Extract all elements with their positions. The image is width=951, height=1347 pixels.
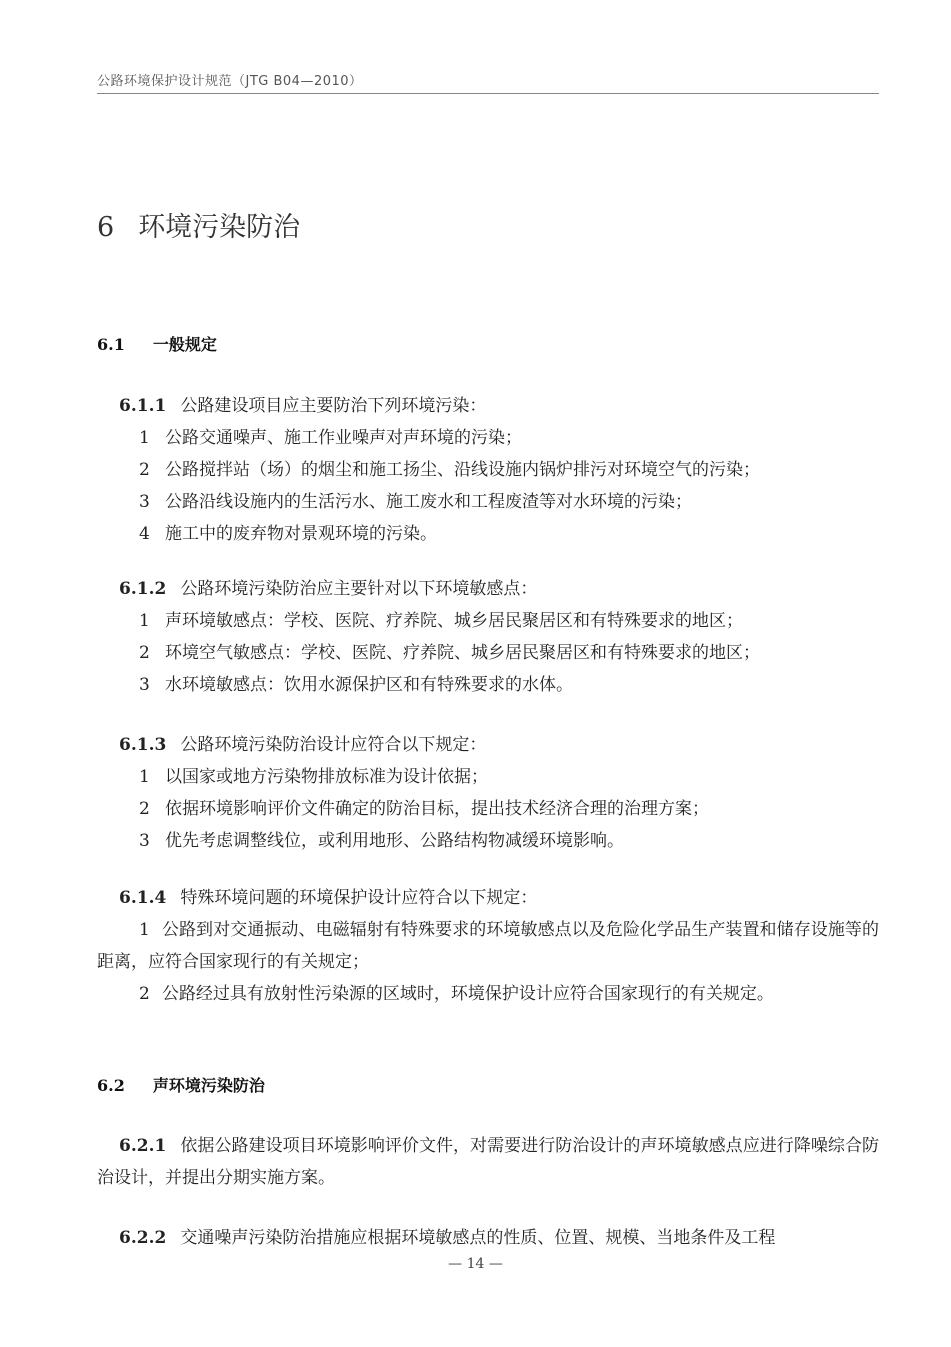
clause-text: 公路建设项目应主要防治下列环境污染： [180,396,487,416]
chapter-number: 6 [97,212,115,243]
list-item: 3 水环境敏感点：饮用水源保护区和有特殊要求的水体。 [139,675,573,695]
clause-lead [97,390,879,422]
clause-6-1-4 [97,882,879,1010]
list-item: 3 优先考虑调整线位，或利用地形、公路结构物减缓环境影响。 [139,831,624,851]
list-item: 3 公路沿线设施内的生活污水、施工废水和工程废渣等对水环境的污染； [139,492,692,512]
clause-lead [97,882,879,914]
list-item: 4 施工中的废弃物对景观环境的污染。 [139,524,437,544]
list-item: 2 环境空气敏感点：学校、医院、疗养院、城乡居民聚居区和有特殊要求的地区； [139,643,760,663]
list-item: 1 以国家或地方污染物排放标准为设计依据； [139,767,488,787]
clause-6-2-2 [97,1222,879,1254]
clause-text: 公路环境污染防治设计应符合以下规定： [180,735,487,755]
clause-number: 6.2.2 [119,1228,167,1248]
clause-text: 依据公路建设项目环境影响评价文件，对需要进行防治设计的声环境敏感点应进行降噪综合防治设计，并提出分期实施方案。 [97,1136,879,1188]
clause-lead [97,573,879,605]
clause-6-1-1 [97,390,879,550]
list-item: 1 声环境敏感点：学校、医院、疗养院、城乡居民聚居区和有特殊要求的地区； [139,611,743,631]
chapter-title-text: 环境污染防治 [138,212,301,243]
clause-text: 特殊环境问题的环境保护设计应符合以下规定： [180,888,538,908]
clause-paragraph [97,1222,879,1254]
clause-number: 6.1.4 [119,888,167,908]
clause-6-1-2 [97,573,879,701]
list-item: 2 公路搅拌站（场）的烟尘和施工扬尘、沿线设施内锅炉排污对环境空气的污染； [139,460,760,480]
section-number: 6.1 [97,335,125,354]
clause-number: 6.1.3 [119,735,167,755]
section-6-1-heading [97,332,217,355]
section-number: 6.2 [97,1076,125,1095]
clause-paragraph [97,1130,879,1194]
list-item: 2 公路经过具有放射性污染源的区域时，环境保护设计应符合国家现行的有关规定。 [139,984,774,1004]
chapter-title [97,205,300,244]
clause-number: 6.2.1 [119,1136,167,1156]
clause-text: 交通噪声污染防治措施应根据环境敏感点的性质、位置、规模、当地条件及工程 [180,1228,776,1248]
list-item: 1 公路交通噪声、施工作业噪声对声环境的污染； [139,428,522,448]
clause-text: 公路环境污染防治应主要针对以下环境敏感点： [180,579,538,599]
clause-6-1-3 [97,729,879,857]
running-header: 公路环境保护设计规范（JTG B04—2010） [97,74,363,89]
header-divider [97,93,879,94]
clause-6-2-1 [97,1130,879,1194]
list-item: 2 依据环境影响评价文件确定的防治目标，提出技术经济合理的治理方案； [139,799,709,819]
clause-number: 6.1.2 [119,579,167,599]
section-title: 一般规定 [152,335,217,354]
section-6-2-heading [97,1073,265,1096]
list-item: 1 公路到对交通振动、电磁辐射有特殊要求的环境敏感点以及危险化学品生产装置和储存设施等的距离，应符合国家现行的有关规定； [97,920,879,972]
page-number: — 14 — [448,1256,503,1272]
clause-lead [97,729,879,761]
section-title: 声环境污染防治 [152,1076,265,1095]
clause-number: 6.1.1 [119,396,167,416]
